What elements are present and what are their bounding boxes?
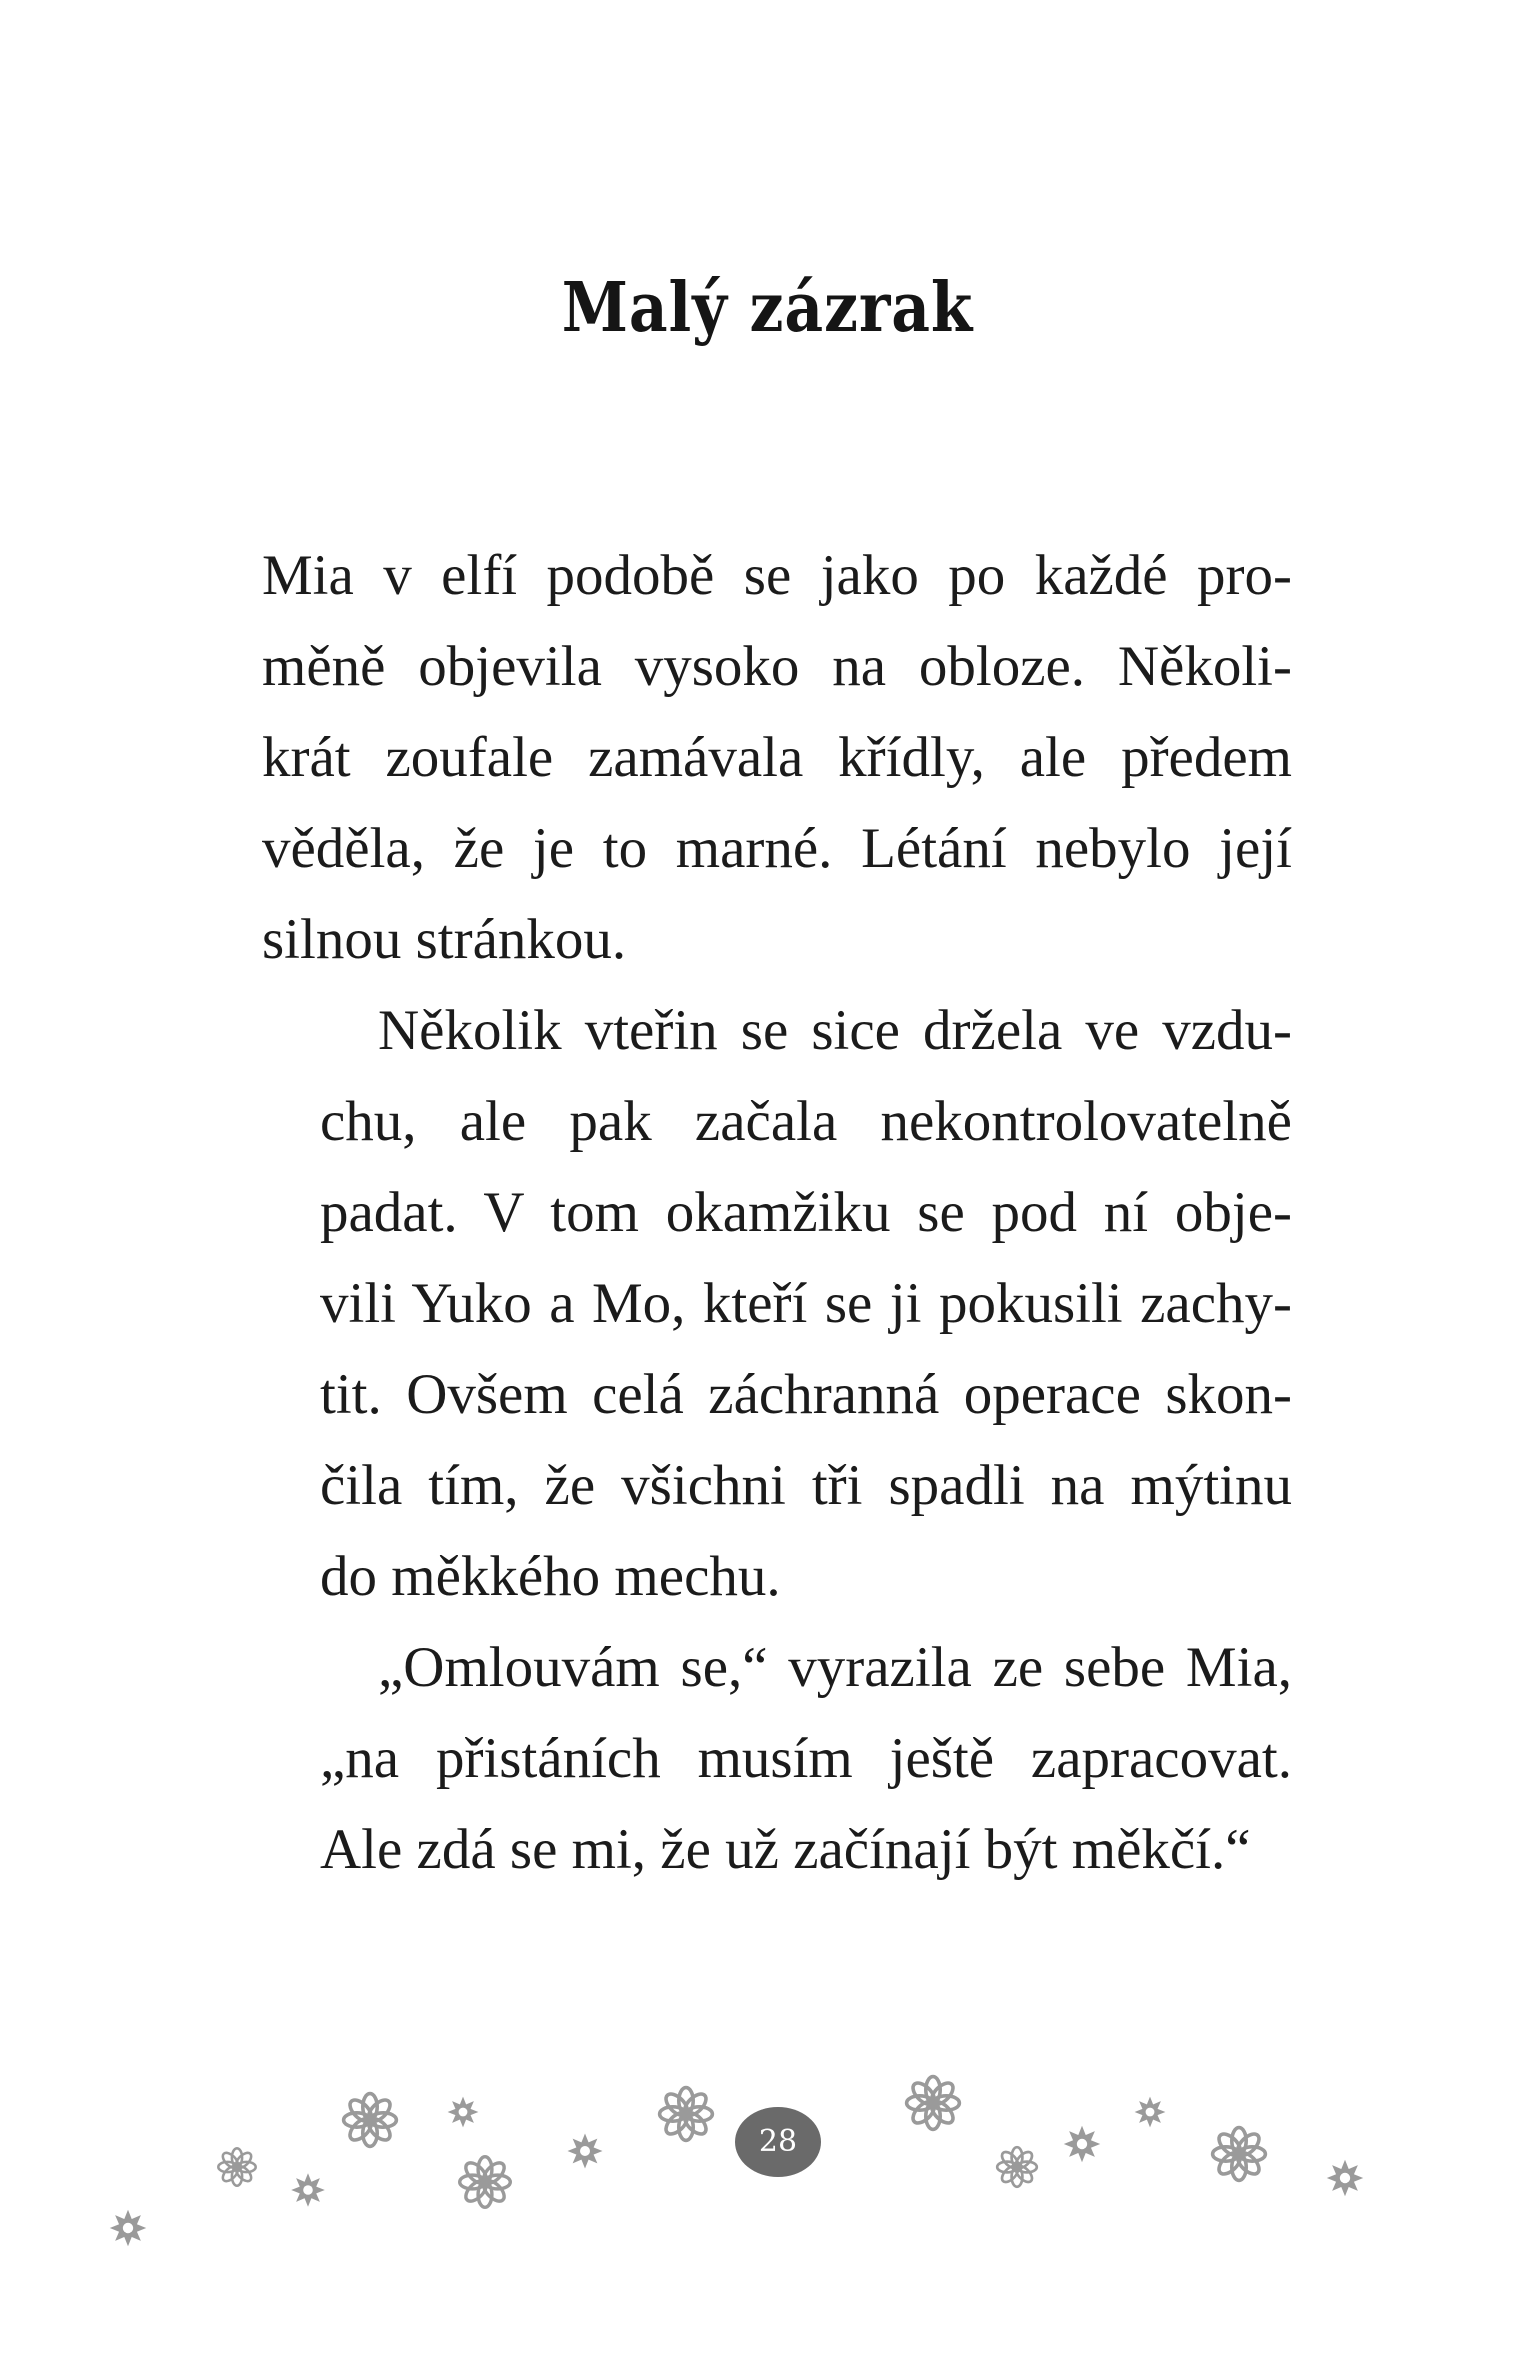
flower-icon bbox=[218, 2148, 255, 2185]
paragraph-1 bbox=[262, 530, 1292, 985]
body-text bbox=[262, 530, 1292, 1895]
text-line: chu, ale pak začala nekontrolovatelně bbox=[320, 1090, 1292, 1153]
text-line: padat. V tom okamžiku se pod ní obje- bbox=[320, 1181, 1292, 1244]
chapter-title: Malý zázrak bbox=[561, 268, 974, 348]
flower-icon bbox=[102, 2202, 153, 2253]
flower-icon bbox=[907, 2077, 960, 2130]
flower-icon bbox=[1128, 2090, 1172, 2134]
page-number: 28 bbox=[735, 2107, 821, 2177]
text-line: měně objevila vysoko na obloze. Několi- bbox=[262, 635, 1292, 698]
text-line: „Omlouvám se,“ vyrazila ze sebe Mia, bbox=[378, 1636, 1292, 1699]
text-line: čila tím, že všichni tři spadli na mýtinu bbox=[320, 1454, 1292, 1517]
text-line: silnou stránkou. bbox=[262, 908, 627, 971]
flower-ornament bbox=[0, 2040, 1535, 2320]
flower-icon bbox=[284, 2166, 332, 2214]
text-line: Ale zdá se mi, že už začínají být měkčí.“ bbox=[320, 1818, 1251, 1881]
text-line: Několik vteřin se sice držela ve vzdu- bbox=[378, 999, 1292, 1062]
paragraph-3 bbox=[262, 1622, 1292, 1895]
text-line: do měkkého mechu. bbox=[320, 1545, 781, 1608]
flower-icon bbox=[1056, 2118, 1107, 2169]
text-line: vili Yuko a Mo, kteří se ji pokusili zachy- bbox=[320, 1272, 1292, 1335]
flower-icon bbox=[997, 2147, 1037, 2187]
text-line: tit. Ovšem celá záchranná operace skon- bbox=[320, 1363, 1292, 1426]
text-line: Mia v elfí podobě se jako po každé pro- bbox=[262, 544, 1292, 607]
flower-icon bbox=[460, 2157, 511, 2208]
flower-icon bbox=[344, 2094, 397, 2147]
flower-icon bbox=[441, 2090, 485, 2134]
flower-icon bbox=[660, 2088, 713, 2141]
text-line: krát zoufale zamávala křídly, ale předem bbox=[262, 726, 1292, 789]
paragraph-2 bbox=[262, 985, 1292, 1622]
flower-icon bbox=[1213, 2128, 1266, 2181]
flower-icon bbox=[560, 2126, 609, 2175]
text-line: „na přistáních musím ještě zapracovat. bbox=[320, 1727, 1292, 1790]
text-line: věděla, že je to marné. Létání nebylo její bbox=[262, 817, 1292, 880]
flower-icon bbox=[1319, 2152, 1370, 2203]
